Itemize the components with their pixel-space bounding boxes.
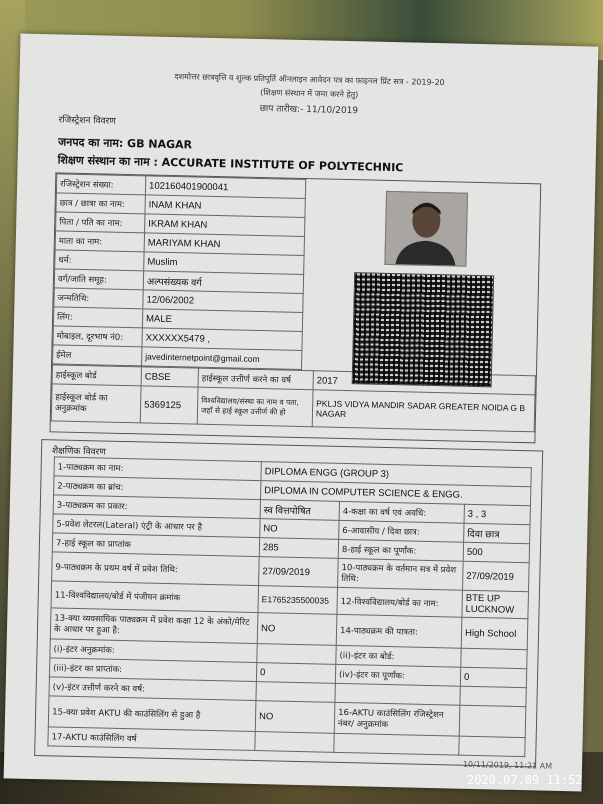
header-line-1: दशमोत्तर छात्रवृत्ति व शुल्क प्रतिपूर्ति ऑनलाइन आवेदन पत्र का फ़ाइनल प्रिंट सत्र - 2019-20: [174, 72, 445, 88]
reg-value: XXXXXX5479 ,: [142, 328, 302, 351]
edu-value: 285: [259, 538, 338, 559]
reg-value: INAM KHAN: [145, 195, 305, 218]
edu-label: [334, 733, 459, 755]
edu-label: 9-पाठ्यक्रम के प्रथम वर्ष में प्रवेश तिथि:: [52, 552, 260, 586]
edu-value: 0: [256, 663, 335, 684]
edu-label: 1-पाठ्यक्रम का नाम:: [54, 457, 261, 481]
edu-value: 0: [460, 667, 526, 687]
student-photo: [384, 191, 468, 267]
reg-value: MALE: [142, 309, 302, 332]
reg-value: अल्पसंख्यक वर्ग: [143, 271, 303, 294]
footer-date: 10/11/2019, 11:21 AM: [462, 759, 553, 771]
edu-value: [257, 644, 336, 665]
reg-label: रजिस्ट्रेशन संख्या:: [56, 174, 145, 195]
edu-label: (ii)-इंटर का बोर्ड:: [336, 645, 461, 667]
edu-label: 14-पाठ्यक्रम की पात्रता:: [336, 614, 462, 648]
edu-label: 15-क्या प्रवेश AKTU की काउंसिलिंग से हुआ है: [48, 696, 256, 732]
reg-label: माता का नाम:: [55, 231, 144, 252]
reg-label: वर्ग/जाति समूह:: [54, 269, 143, 290]
edu-value: 27/09/2019: [463, 561, 530, 591]
edu-value: [459, 705, 526, 737]
edu-value: [256, 682, 335, 703]
edu-value: DIPLOMA ENGG (GROUP 3): [261, 462, 531, 487]
school-label: विश्वविद्यालय/संस्था का नाम व पता, जहाँ से हाई स्कूल उत्तीर्ण की हो: [197, 387, 313, 427]
edu-label: 5-प्रवेश लेटरल(Lateral) एंट्री के आधार पर है: [53, 514, 260, 538]
registration-title: रजिस्ट्रेशन विवरण: [58, 115, 116, 127]
edu-label: 10-पाठ्यक्रम के वर्तमान सत्र में प्रवेश तिथि:: [338, 558, 464, 590]
edu-value: 500: [463, 542, 529, 562]
reg-value: MARIYAM KHAN: [144, 233, 304, 256]
reg-label: छात्र / छात्रा का नाम:: [56, 193, 145, 214]
board-value: CBSE: [141, 367, 198, 387]
edu-value: [255, 732, 334, 753]
education-title: शैक्षणिक विवरण: [51, 446, 106, 458]
document-paper: [4, 34, 599, 792]
roll-label: हाईस्कूल बोर्ड का अनुक्रमांक: [51, 384, 141, 423]
edu-label: 3-पाठ्यक्रम का प्रकार:: [53, 495, 260, 519]
edu-value: NO: [257, 613, 337, 646]
edu-label: (i)-इंटर अनुक्रमांक:: [50, 639, 257, 663]
edu-label: 6-आवासीय / दिवा छात्र:: [339, 520, 464, 542]
edu-value: DIPLOMA IN COMPUTER SCIENCE & ENGG.: [261, 481, 531, 506]
pass-year-value: 2017: [313, 371, 535, 395]
reg-value: 12/06/2002: [143, 290, 303, 313]
reg-value: Muslim: [144, 252, 304, 275]
education-block: [34, 439, 543, 767]
reg-label: ईमेल: [53, 345, 142, 366]
edu-label: 4-कक्षा का वर्ष एवं अवधि:: [339, 501, 464, 523]
edu-value: NO: [255, 701, 335, 734]
edu-label: 2-पाठ्यक्रम का ब्रांच:: [54, 476, 261, 500]
reg-value: javedinternetpoint@gmail.com: [142, 347, 302, 370]
edu-value: स्व वित्तपोषित: [260, 500, 339, 521]
board-label: हाईस्कूल बोर्ड: [52, 365, 141, 386]
edu-label: 7-हाई स्कूल का प्राप्तांक: [52, 533, 259, 557]
edu-label: (iii)-इंटर का प्राप्तांक:: [49, 658, 256, 682]
reg-label: पिता / पति का नाम:: [56, 212, 145, 233]
institute-name: शिक्षण संस्थान का नाम : ACCURATE INSTITUTE OF POLYTECHNIC: [57, 153, 404, 175]
edu-label: 8-हाई स्कूल का पूर्णांक:: [338, 539, 463, 561]
edu-value: E1765235500035: [258, 586, 338, 615]
education-table: [47, 456, 531, 757]
edu-value: दिवा छात्र: [464, 523, 530, 543]
roll-value: 5369125: [140, 386, 198, 424]
edu-value: [460, 686, 526, 706]
reg-value: IKRAM KHAN: [145, 214, 305, 237]
print-date: छाप तारीख:- 11/10/2019: [259, 103, 359, 117]
edu-value: NO: [260, 519, 339, 540]
header-line-2: (शिक्षण संस्थान में जमा करने हेतु): [260, 87, 359, 100]
registration-table: [52, 173, 306, 370]
pass-year-label: हाईस्कूल उत्तीर्ण करने का वर्ष: [198, 368, 313, 390]
edu-value: [459, 736, 525, 756]
edu-label: (v)-इंटर उत्तीर्ण करने का वर्ष:: [49, 677, 256, 701]
edu-label: 17-AKTU काउंसिलिंग वर्ष: [48, 727, 255, 751]
edu-value: 3 , 3: [464, 504, 530, 524]
qr-code: [352, 272, 495, 387]
district-name: जनपद का नाम: GB NAGAR: [57, 135, 193, 152]
edu-label: 13-क्या व्यवसायिक पाठ्यक्रम में प्रवेश कक्षा 12 के अंको/मेरिट के आधार पर हुआ है:: [50, 608, 258, 644]
edu-value: High School: [461, 617, 528, 649]
edu-label: 12-विश्वविद्यालय/बोर्ड का नाम:: [337, 587, 463, 617]
camera-timestamp: 2020.07.09 11:52: [467, 773, 583, 787]
edu-label: 11-विश्वविद्यालय/बोर्ड में पंजीयन क्रमांक: [51, 581, 259, 613]
edu-label: 16-AKTU काउंसिलिंग रजिस्ट्रेशन नंबर/ अनुक्रमांक: [334, 702, 460, 736]
reg-label: लिंग:: [53, 307, 142, 328]
reg-label: धर्म:: [55, 250, 144, 271]
registration-block: [49, 172, 541, 443]
school-value: PKLJS VIDYA MANDIR SADAR GREATER NOIDA G B NAGAR: [312, 390, 535, 432]
edu-value: [461, 648, 527, 668]
reg-value: 102160401900041: [145, 176, 305, 199]
edu-label: (iv)-इंटर का पूर्णांक:: [335, 664, 460, 686]
edu-value: BTE UP LUCKNOW: [462, 590, 529, 618]
reg-label: जन्मतिथि:: [54, 288, 143, 309]
edu-value: 27/09/2019: [259, 557, 339, 588]
reg-label: मोबाइल, दूरभाष नं0:: [53, 326, 142, 347]
